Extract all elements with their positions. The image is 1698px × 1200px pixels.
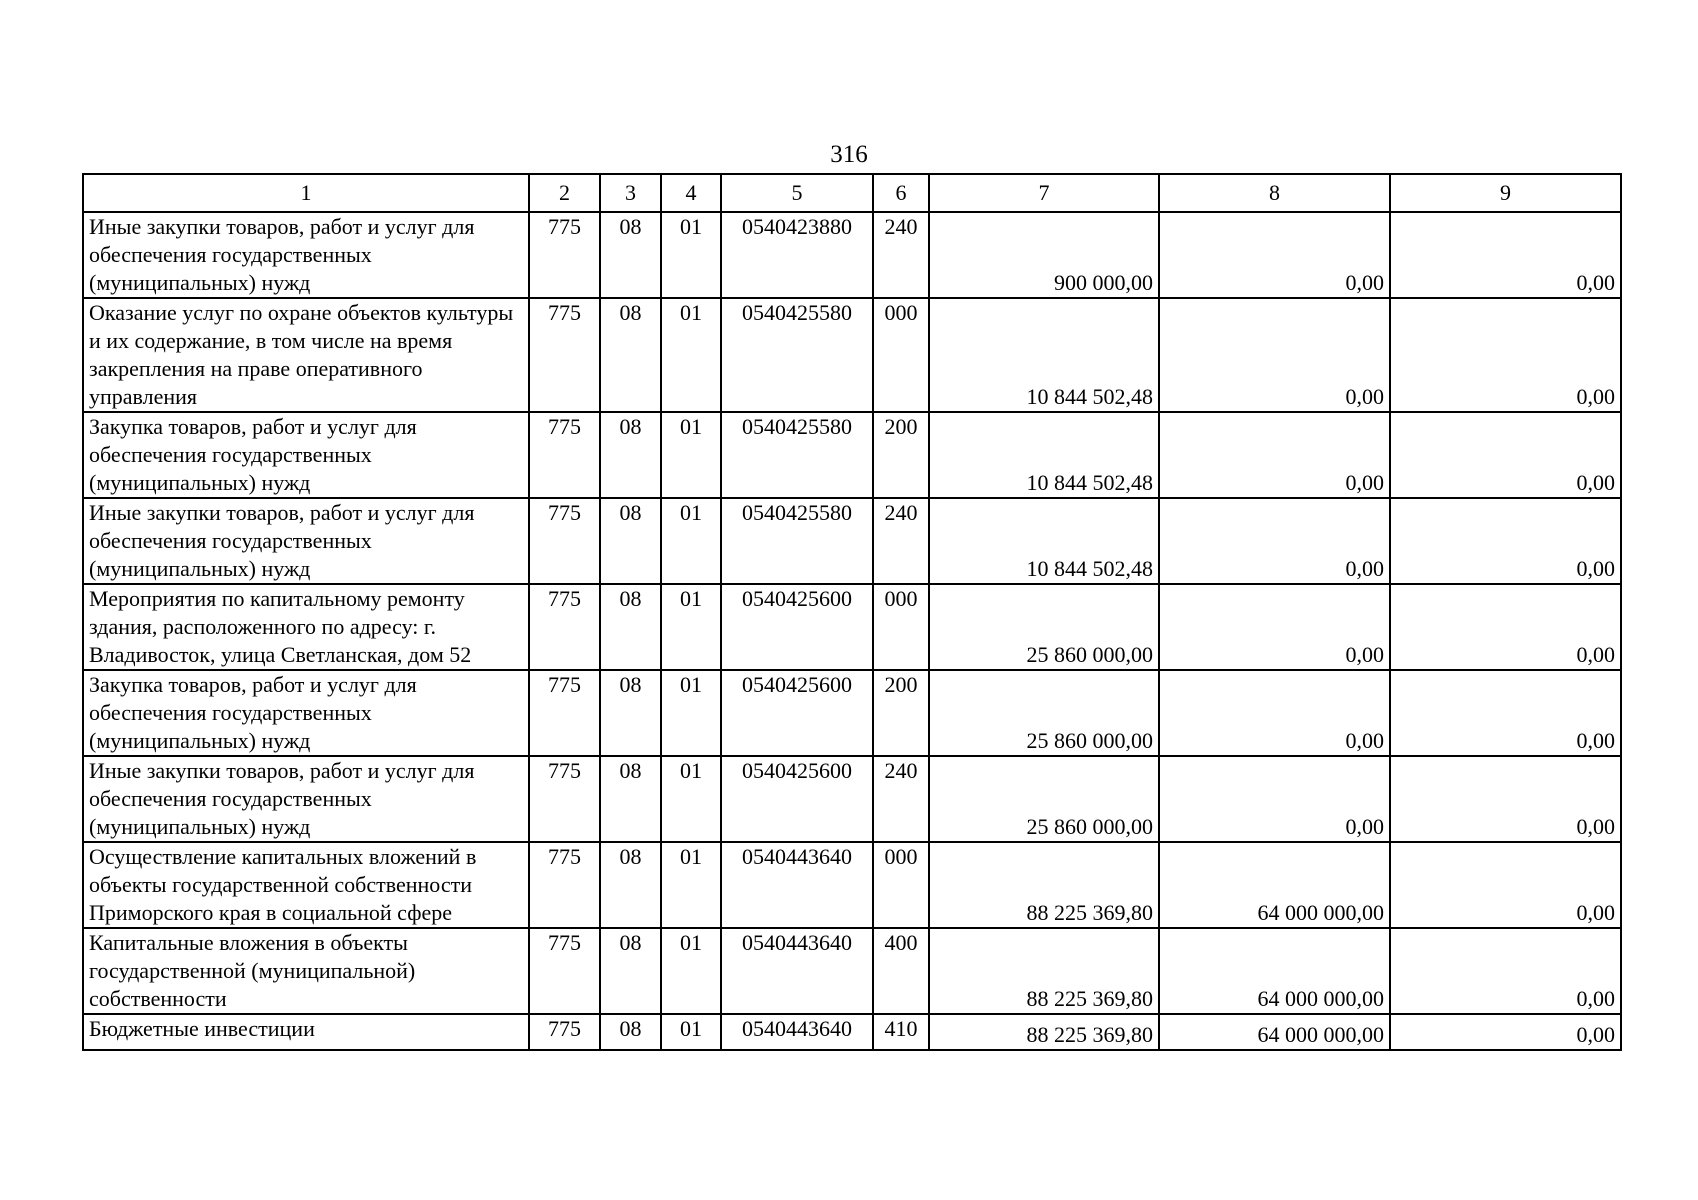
row-description: Иные закупки товаров, работ и услуг для обеспечения государственных (муниципальных) нужд: [83, 756, 529, 842]
amount-col7: 10 844 502,48: [929, 498, 1159, 584]
expense-type-code: 000: [873, 298, 929, 412]
row-description: Капитальные вложения в объекты государственной (муниципальной) собственности: [83, 928, 529, 1014]
expense-type-code: 000: [873, 842, 929, 928]
ministry-code: 775: [529, 670, 600, 756]
ministry-code: 775: [529, 298, 600, 412]
amount-col9: 0,00: [1390, 1014, 1621, 1050]
amount-col8: 0,00: [1159, 670, 1390, 756]
subsection-code: 01: [661, 928, 721, 1014]
column-header: 9: [1390, 174, 1621, 212]
amount-col7: 10 844 502,48: [929, 298, 1159, 412]
amount-col9: 0,00: [1390, 412, 1621, 498]
column-header: 6: [873, 174, 929, 212]
target-article-code: 0540425580: [721, 412, 873, 498]
table-row: [83, 842, 1621, 928]
table-row: [83, 412, 1621, 498]
amount-col7: 25 860 000,00: [929, 670, 1159, 756]
amount-col7: 10 844 502,48: [929, 412, 1159, 498]
ministry-code: 775: [529, 412, 600, 498]
subsection-code: 01: [661, 584, 721, 670]
amount-col9: 0,00: [1390, 670, 1621, 756]
page-number: 316: [830, 141, 868, 168]
expense-type-code: 240: [873, 498, 929, 584]
row-description: Осуществление капитальных вложений в объекты государственной собственности Приморского края в социальной сфере: [83, 842, 529, 928]
table-row: [83, 498, 1621, 584]
target-article-code: 0540443640: [721, 928, 873, 1014]
subsection-code: 01: [661, 842, 721, 928]
subsection-code: 01: [661, 1014, 721, 1050]
column-header: 5: [721, 174, 873, 212]
ministry-code: 775: [529, 1014, 600, 1050]
table-row: [83, 298, 1621, 412]
target-article-code: 0540443640: [721, 1014, 873, 1050]
amount-col7: 88 225 369,80: [929, 842, 1159, 928]
amount-col9: 0,00: [1390, 756, 1621, 842]
ministry-code: 775: [529, 212, 600, 298]
row-description: Мероприятия по капитальному ремонту здания, расположенного по адресу: г. Владивосток, улица Светланская, дом 52: [83, 584, 529, 670]
amount-col9: 0,00: [1390, 498, 1621, 584]
expense-type-code: 200: [873, 412, 929, 498]
subsection-code: 01: [661, 298, 721, 412]
ministry-code: 775: [529, 928, 600, 1014]
amount-col8: 0,00: [1159, 756, 1390, 842]
subsection-code: 01: [661, 670, 721, 756]
section-code: 08: [600, 298, 661, 412]
amount-col8: 64 000 000,00: [1159, 1014, 1390, 1050]
target-article-code: 0540425600: [721, 584, 873, 670]
column-header: 2: [529, 174, 600, 212]
table-row: [83, 928, 1621, 1014]
expense-type-code: 200: [873, 670, 929, 756]
row-description: Закупка товаров, работ и услуг для обеспечения государственных (муниципальных) нужд: [83, 412, 529, 498]
target-article-code: 0540443640: [721, 842, 873, 928]
row-description: Закупка товаров, работ и услуг для обеспечения государственных (муниципальных) нужд: [83, 670, 529, 756]
amount-col7: 88 225 369,80: [929, 928, 1159, 1014]
column-header: 4: [661, 174, 721, 212]
amount-col7: 88 225 369,80: [929, 1014, 1159, 1050]
subsection-code: 01: [661, 756, 721, 842]
column-header: 7: [929, 174, 1159, 212]
subsection-code: 01: [661, 212, 721, 298]
section-code: 08: [600, 498, 661, 584]
section-code: 08: [600, 1014, 661, 1050]
section-code: 08: [600, 842, 661, 928]
table-row: [83, 670, 1621, 756]
target-article-code: 0540425600: [721, 756, 873, 842]
section-code: 08: [600, 756, 661, 842]
table-header-row: [83, 174, 1621, 212]
section-code: 08: [600, 412, 661, 498]
table-row: [83, 584, 1621, 670]
budget-table: [82, 173, 1622, 1051]
expense-type-code: 240: [873, 756, 929, 842]
amount-col8: 0,00: [1159, 298, 1390, 412]
section-code: 08: [600, 928, 661, 1014]
expense-type-code: 240: [873, 212, 929, 298]
row-description: Бюджетные инвестиции: [83, 1014, 529, 1050]
target-article-code: 0540425600: [721, 670, 873, 756]
expense-type-code: 400: [873, 928, 929, 1014]
column-header: 8: [1159, 174, 1390, 212]
target-article-code: 0540425580: [721, 498, 873, 584]
subsection-code: 01: [661, 412, 721, 498]
table-row: [83, 212, 1621, 298]
amount-col9: 0,00: [1390, 298, 1621, 412]
amount-col8: 64 000 000,00: [1159, 928, 1390, 1014]
amount-col9: 0,00: [1390, 928, 1621, 1014]
amount-col7: 25 860 000,00: [929, 584, 1159, 670]
ministry-code: 775: [529, 584, 600, 670]
amount-col9: 0,00: [1390, 212, 1621, 298]
ministry-code: 775: [529, 756, 600, 842]
expense-type-code: 000: [873, 584, 929, 670]
amount-col9: 0,00: [1390, 842, 1621, 928]
amount-col9: 0,00: [1390, 584, 1621, 670]
section-code: 08: [600, 670, 661, 756]
amount-col8: 0,00: [1159, 212, 1390, 298]
table-row: [83, 756, 1621, 842]
target-article-code: 0540425580: [721, 298, 873, 412]
row-description: Оказание услуг по охране объектов культуры и их содержание, в том числе на время закрепления на праве оперативного управления: [83, 298, 529, 412]
section-code: 08: [600, 584, 661, 670]
amount-col8: 0,00: [1159, 584, 1390, 670]
table-row: [83, 1014, 1621, 1050]
ministry-code: 775: [529, 842, 600, 928]
amount-col8: 0,00: [1159, 498, 1390, 584]
row-description: Иные закупки товаров, работ и услуг для обеспечения государственных (муниципальных) нужд: [83, 498, 529, 584]
target-article-code: 0540423880: [721, 212, 873, 298]
column-header: 1: [83, 174, 529, 212]
ministry-code: 775: [529, 498, 600, 584]
subsection-code: 01: [661, 498, 721, 584]
expense-type-code: 410: [873, 1014, 929, 1050]
column-header: 3: [600, 174, 661, 212]
amount-col8: 0,00: [1159, 412, 1390, 498]
amount-col8: 64 000 000,00: [1159, 842, 1390, 928]
amount-col7: 25 860 000,00: [929, 756, 1159, 842]
row-description: Иные закупки товаров, работ и услуг для обеспечения государственных (муниципальных) нужд: [83, 212, 529, 298]
section-code: 08: [600, 212, 661, 298]
amount-col7: 900 000,00: [929, 212, 1159, 298]
